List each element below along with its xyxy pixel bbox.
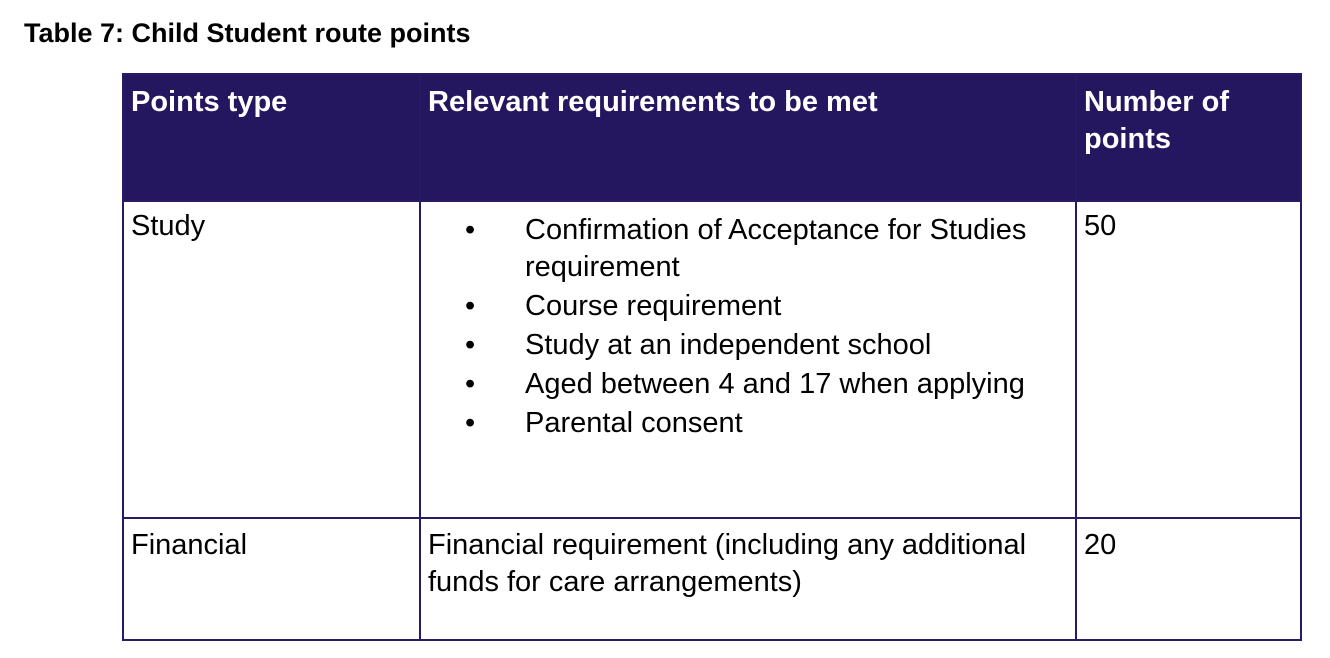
table-caption: Table 7: Child Student route points — [24, 18, 471, 48]
header-number-of-points: Number of points — [1076, 74, 1301, 201]
list-item — [428, 288, 1068, 325]
list-item — [428, 327, 1068, 364]
requirement-text: Confirmation of Acceptance for Studies requirement — [525, 214, 1027, 283]
requirement-text: Parental consent — [525, 407, 743, 439]
bullet-icon: • — [465, 290, 476, 322]
bullet-icon: • — [465, 407, 476, 439]
table-row — [123, 201, 1301, 518]
cell-points: 50 — [1076, 201, 1301, 518]
list-item — [428, 212, 1068, 286]
bullet-icon: • — [465, 329, 476, 361]
cell-requirements: Financial requirement (including any additional funds for care arrangements) — [420, 518, 1076, 640]
bullet-icon: • — [465, 368, 476, 400]
points-table — [122, 73, 1302, 641]
list-item — [428, 405, 1068, 442]
cell-points: 20 — [1076, 518, 1301, 640]
list-item — [428, 366, 1068, 403]
cell-requirements — [420, 201, 1076, 518]
bullet-icon: • — [465, 214, 476, 246]
header-requirements: Relevant requirements to be met — [420, 74, 1076, 201]
requirement-text: Study at an independent school — [525, 329, 932, 361]
requirements-list — [428, 212, 1068, 442]
header-points-type: Points type — [123, 74, 420, 201]
cell-points-type: Financial — [123, 518, 420, 640]
cell-points-type: Study — [123, 201, 420, 518]
requirement-text: Aged between 4 and 17 when applying — [525, 368, 1025, 400]
requirement-text: Course requirement — [525, 290, 782, 322]
table-row — [123, 518, 1301, 640]
table-header-row — [123, 74, 1301, 201]
